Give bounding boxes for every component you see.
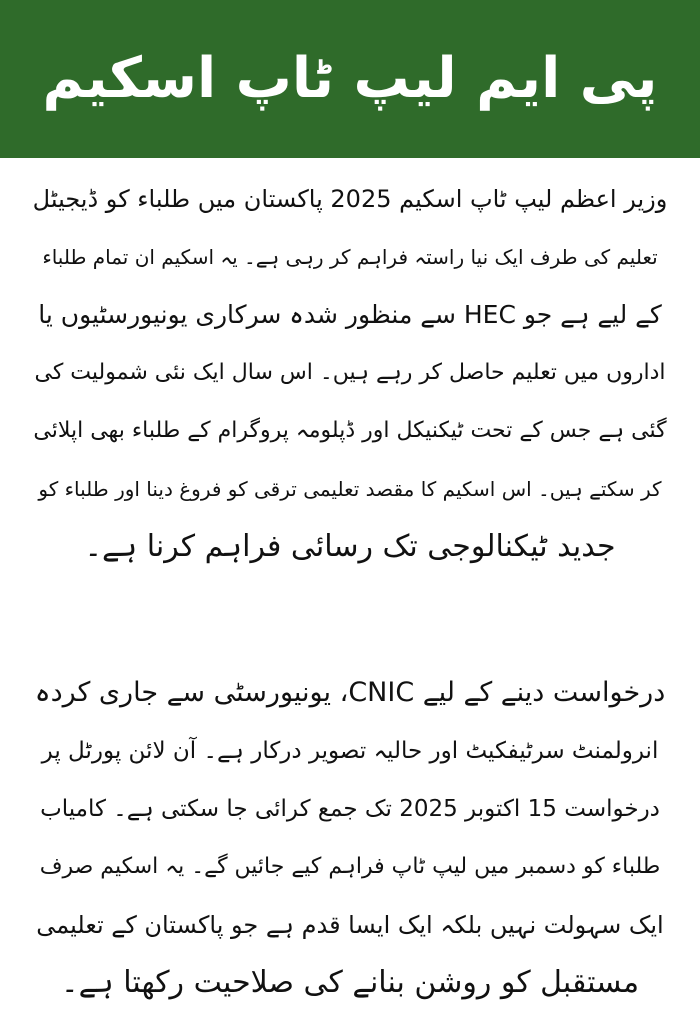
text-line: جدید ٹیکنالوجی تک رسائی فراہم کرنا ہے۔ [84, 529, 616, 564]
paragraph-intro [30, 170, 670, 576]
text-line: اداروں میں تعلیم حاصل کر رہے ہیں۔ اس سال ایک نئی شمولیت کی [34, 360, 666, 385]
paragraph-application [30, 664, 670, 1012]
text-line: گئی ہے جس کے تحت ٹیکنیکل اور ڈپلومہ پروگرام کے طلباء بھی اپلائی [33, 418, 667, 443]
text-line: تعلیم کی طرف ایک نیا راستہ فراہم کر رہی ہے۔ یہ اسکیم ان تمام طلباء [42, 245, 658, 269]
text-line: مستقبل کو روشن بنانے کی صلاحیت رکھتا ہے۔ [60, 965, 640, 1000]
text-line: طلباء کو دسمبر میں لیپ ٹاپ فراہم کیے جائیں گے۔ یہ اسکیم صرف [39, 854, 661, 879]
paragraph-spacer [30, 576, 670, 664]
text-line: انرولمنٹ سرٹیفکیٹ اور حالیہ تصویر درکار ہے۔ آن لائن پورٹل پر [41, 738, 659, 764]
text-line: کر سکتے ہیں۔ اس اسکیم کا مقصد تعلیمی ترقی کو فروغ دینا اور طلباء کو [38, 477, 662, 501]
article-body [30, 170, 670, 1012]
text-line: کے لیے ہے جو HEC سے منظور شدہ سرکاری یونیورسٹیوں یا [38, 300, 662, 329]
text-line: وزیر اعظم لیپ ٹاپ اسکیم 2025 پاکستان میں طلباء کو ڈیجیٹل [32, 185, 668, 213]
page-title: پی ایم لیپ ٹاپ اسکیم [42, 46, 658, 111]
text-line: درخواست 15 اکتوبر 2025 تک جمع کرائی جا سکتی ہے۔ کامیاب [40, 796, 660, 822]
text-line: ایک سہولت نہیں بلکہ ایک ایسا قدم ہے جو پاکستان کے تعلیمی [36, 911, 664, 939]
text-line: درخواست دینے کے لیے CNIC، یونیورسٹی سے جاری کردہ [34, 677, 666, 708]
title-banner [0, 0, 700, 158]
